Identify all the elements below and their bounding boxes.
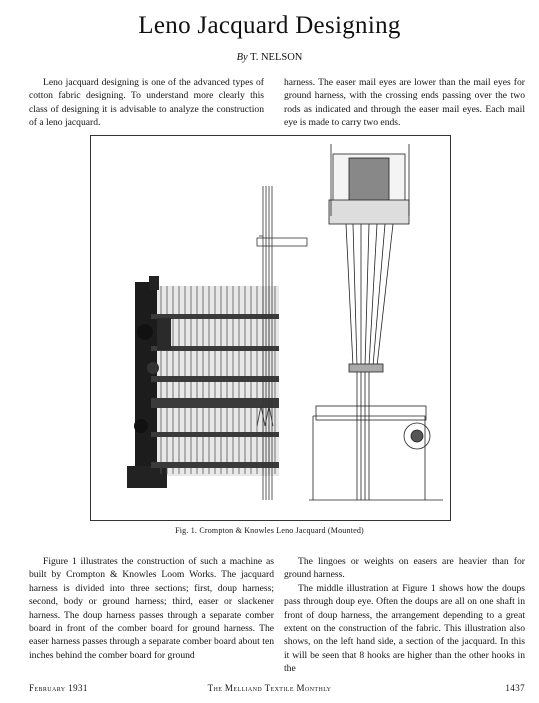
intro-left-paragraph: Leno jacquard designing is one of the advanced types of cotton fabric designing. To understand more clearly this class of designing it is advisable to analyze the construction of a leno jacquard. <box>29 77 264 129</box>
author-name: T. NELSON <box>250 52 303 63</box>
footer-page-number: 1437 <box>505 683 525 693</box>
footer-journal: The Melliand Textile Monthly <box>207 683 332 693</box>
body-left-paragraph: Figure 1 illustrates the construction of such a machine as built by Crompton & Knowles Loom Works. The jacquard harness is divided into three sections; first, doup harness; second, body or ground harness; third, easer or slackener harness. The doup harness passes through a separate comber board in front of the comber board for ground harness. The easer harness passes through a separate comber board about ten inches behind the comber board for ground <box>29 556 274 661</box>
figure-illustration <box>91 136 450 520</box>
figure-caption: Fig. 1. Crompton & Knowles Leno Jacquard (Mounted) <box>175 526 364 535</box>
intro-left-column <box>29 76 264 130</box>
byline <box>0 52 539 63</box>
byline-prefix: By <box>236 52 248 63</box>
intro-right-column <box>284 76 525 130</box>
body-right-column <box>284 555 525 676</box>
body-right-paragraph-1: The lingoes or weights on easers are heavier than for ground harness. <box>284 556 525 581</box>
loom-harness-drawing <box>309 144 443 500</box>
footer-date: February 1931 <box>29 683 88 693</box>
intro-right-paragraph: harness. The easer mail eyes are lower than the mail eyes for ground harness, with the crossing ends passing over the two rods as indicated and through the easer mail eyes. Each mail eye is made to carry two ends. <box>284 77 525 129</box>
article-title: Leno Jacquard Designing <box>138 12 401 39</box>
jacquard-machine-photo <box>127 276 279 488</box>
figure-leno-jacquard <box>90 135 451 521</box>
body-left-column <box>29 555 274 662</box>
body-right-paragraph-2: The middle illustration at Figure 1 shows how the doups pass through doup eye. Often the doups are all on one shaft in front of doup harness, the arrangement depending to a great extent on the construction of the fabric. This illustration also shows, on the left hand side, a section of the jacquard. In this it will be seen that 8 hooks are higher than the other hooks in the <box>284 582 525 675</box>
